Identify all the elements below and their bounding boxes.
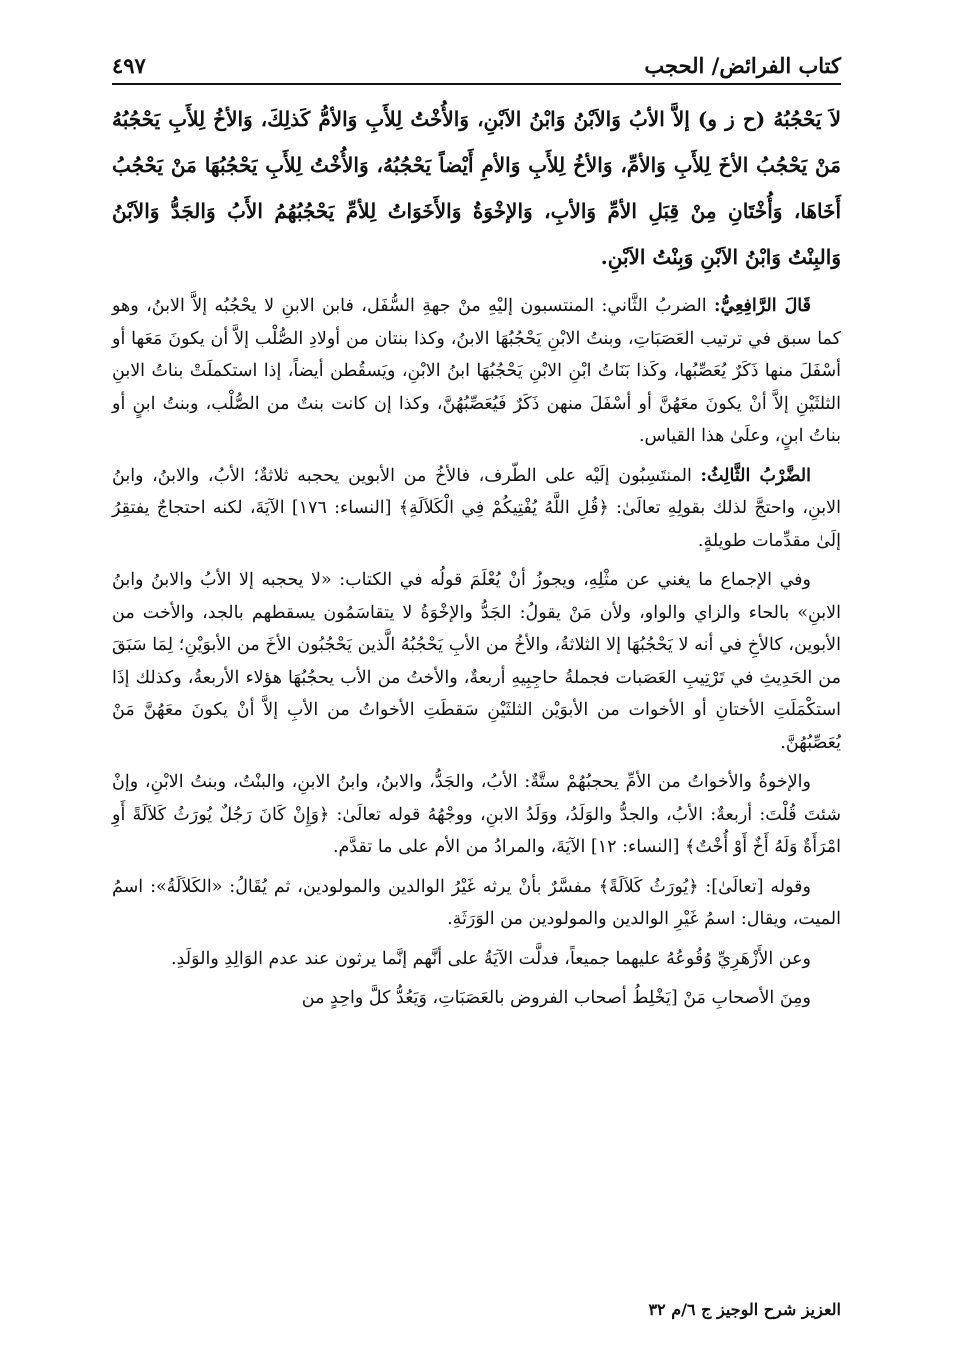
paragraph-text: وفي الإجماع ما يغني عن مثْلِهِ، ويجوزُ أنْ يُعْلَمَ قولُه في الكتاب: «لا يحجبه إلا الأبُ والابنُ وابنُ الابنِ» بالحاء والزاي والواو، ولأن مَنْ يقولُ: الجَدُّ والإخْوَةُ لا يتقاسَمُون يسقطهم بالجد، والأخت من الأبوين، كالأخِ في أنه لا يَحْجُبُهَا إلا الثلاثةُ، والأخُ من الأبِ يَحْجُبُهُ الَّذين يَحْجُبُون الأخَ من الأبوَيْنِ؛ لِمَا سَبَقَ من الحَدِيثِ في تَرْتِيبِ العَصَبات فجملةُ حاجِبِيهِ أربعةٌ، والأختُ من الأب يحجُبُهَا هؤلاء الأربعةُ، وكذلك إذَا استكْمَلَتِ الأختانِ أو الأخوات من الأبوَيْن الثلثَيْنِ سَقطَتِ الأخواتُ من الأبِ إلاَّ أنْ يكونَ معَهُنَّ مَنْ يُعَصِّبُهُنَّ.	[112, 570, 841, 753]
main-text	[112, 96, 841, 1022]
paragraph	[112, 766, 841, 864]
paragraph-text: والإخوةُ والأخواتُ من الأمِّ يحجبُهُمْ ستَّةٌ: الأبُ، والجَدُّ، والابنُ، وابنُ الابنِ، والبنْتُ، وبنتُ الابْنِ، وإنْ شئتَ قُلْتَ: أربعةٌ: الأبُ، والجدُّ والوَلَدُ، ووَلَدُ الابنِ، ووجْهُهُ قوله تعالَىٰ: ﴿وَإِنْ كَانَ رَجُلٌ يُورَثُ كَلاَلَةً أَوِ امْرَأَةٌ وَلَهُ أَخٌ أَوْ أُخْتٌ﴾ [النساء: ١٢] الآيَةَ، والمرادُ من الأم على ما تقدَّم.	[112, 772, 841, 857]
page-number: ٤٩٧	[112, 53, 146, 78]
paragraph-text: المنتَسِبُون إلَيْه على الطّرف، فالأخُ من الأبوين يحجبه ثلاثةٌ؛ الأبُ، والابنُ، وابنُ الابنِ، واحتجَّ لذلك بقولِهِ تعالَىٰ: ﴿قُلِ اللَّهُ يُفْتِيكُمْ فِي الْكَلاَلَةِ﴾ [النساء: ١٧٦] الآيَةَ، لكنه احتجاجٌ يفتقِرُ إلَىٰ مقدِّمات طويلةٍ.	[112, 465, 842, 551]
running-header	[112, 38, 841, 78]
paragraph-lead: قَالَ الرَّافِعِيُّ:	[714, 296, 811, 316]
paragraph-lead: الضَّرْبُ الثَّالِثُ:	[700, 465, 811, 486]
paragraph-text: ومِنَ الأصحابِ مَنْ [يَخْلِطُ أصحاب الفروض بالعَصَبَاتِ، وَيَعُدُّ كلَّ واحِدٍ من	[301, 988, 811, 1008]
matn-text: لاَ يَحْجُبُهُ (ح ز و) إلاَّ الأبُ وَالاَبْنُ وَابْنُ الاَبْنِ، وَالأُخْتُ لِلأَبِ وَالأمُّ كَذلِكَ، وَالأخُ لِلأَبِ يَحْجُبُهُ مَنْ يَحْجُبُ الأخَ لِلأَبِ وَالأمِّ، وَالأخُ لِلأَبِ وَالأمِ أَيْضاً يَحْجُبُهُ، وَالأُخْتُ لِلأَبِ يَحْجُبُهَا مَنْ يَحْجُبُ أَخَاهَا، وَأُخْتَانِ مِنْ قِبَلِ الأمِّ وَالأبِ، وَالإخْوَةُ وَالأَخَوَاتُ لِلأمِّ يَحْجُبُهُمُ الأَبُ وَالجَدُّ وَالاَبْنُ وَالبِنْتُ وَابْنُ الاَبْنِ وَبِنْتُ الاَبْنِ.	[112, 107, 841, 269]
paragraph	[112, 460, 841, 558]
paragraph	[112, 943, 841, 976]
paragraph-text: وقوله [تعالَىٰ]: ﴿يُورَثُ كَلاَلَةً﴾ مفسَّرٌ بأنْ يرثه غَيْرُ الوالدين والمولودين، ثم يُقَالُ: «الكَلاَلَةُ»: اسمُ الميت، ويقال: اسمُ غَيْرِ الوالدين والمولودين من الوَرَثَةِ.	[112, 876, 841, 929]
header-title: كتاب الفرائض/ الحجب	[644, 53, 841, 78]
paragraph	[112, 290, 841, 453]
paragraph	[112, 564, 841, 759]
header-rule	[112, 83, 841, 85]
footer-signature: العزيز شرح الوجيز ج ٦/م ٣٢	[648, 1300, 841, 1319]
paragraph-text: وعن الأَزْهَرِيِّ وُقُوعُهُ عليهما جميعاً، فدلَّت الآيَةُ على أنَّهم إنَّما يرثون عند عدم الوَالِدِ والوَلَدِ.	[171, 948, 811, 969]
paragraph	[112, 871, 841, 936]
paragraph	[112, 982, 841, 1015]
paragraph-text: الضربُ الثَّاني: المنتسبون إليْهِ منْ جهةِ السُّفَل، فابن الابنِ لا يحْجُبُه إلاَّ الابنُ، وهو كما سبق في ترتيب العَصَبَاتِ، وبنتُ الابْنِ يَحْجُبُهَا الابنُ، وكذا بنتان من أولادِ الصُّلْب إلاَّ أن يكونَ مَعَها أو أسْفَلَ منها ذَكَرٌ يُعَصِّبُها، وكَذا بَنَاتُ ابْنِ الابْنِ يَحْجُبُهَا ابنُ الابْنِ، ويَسقُطن أيضاً، إذا استكملَتْ بناتُ الابنِ الثلثَيْنِ إلاَّ أنْ يكونَ معَهُنَّ أو أسْفَلَ منهن ذَكَرٌ فَيُعَصِّبُهُنَّ، وكذا إن كانت بنتٌ من الصُّلْب، وبنتُ ابنٍ أو بناتُ ابنٍ، وعلَىٰ هذا القياس.	[112, 296, 841, 446]
